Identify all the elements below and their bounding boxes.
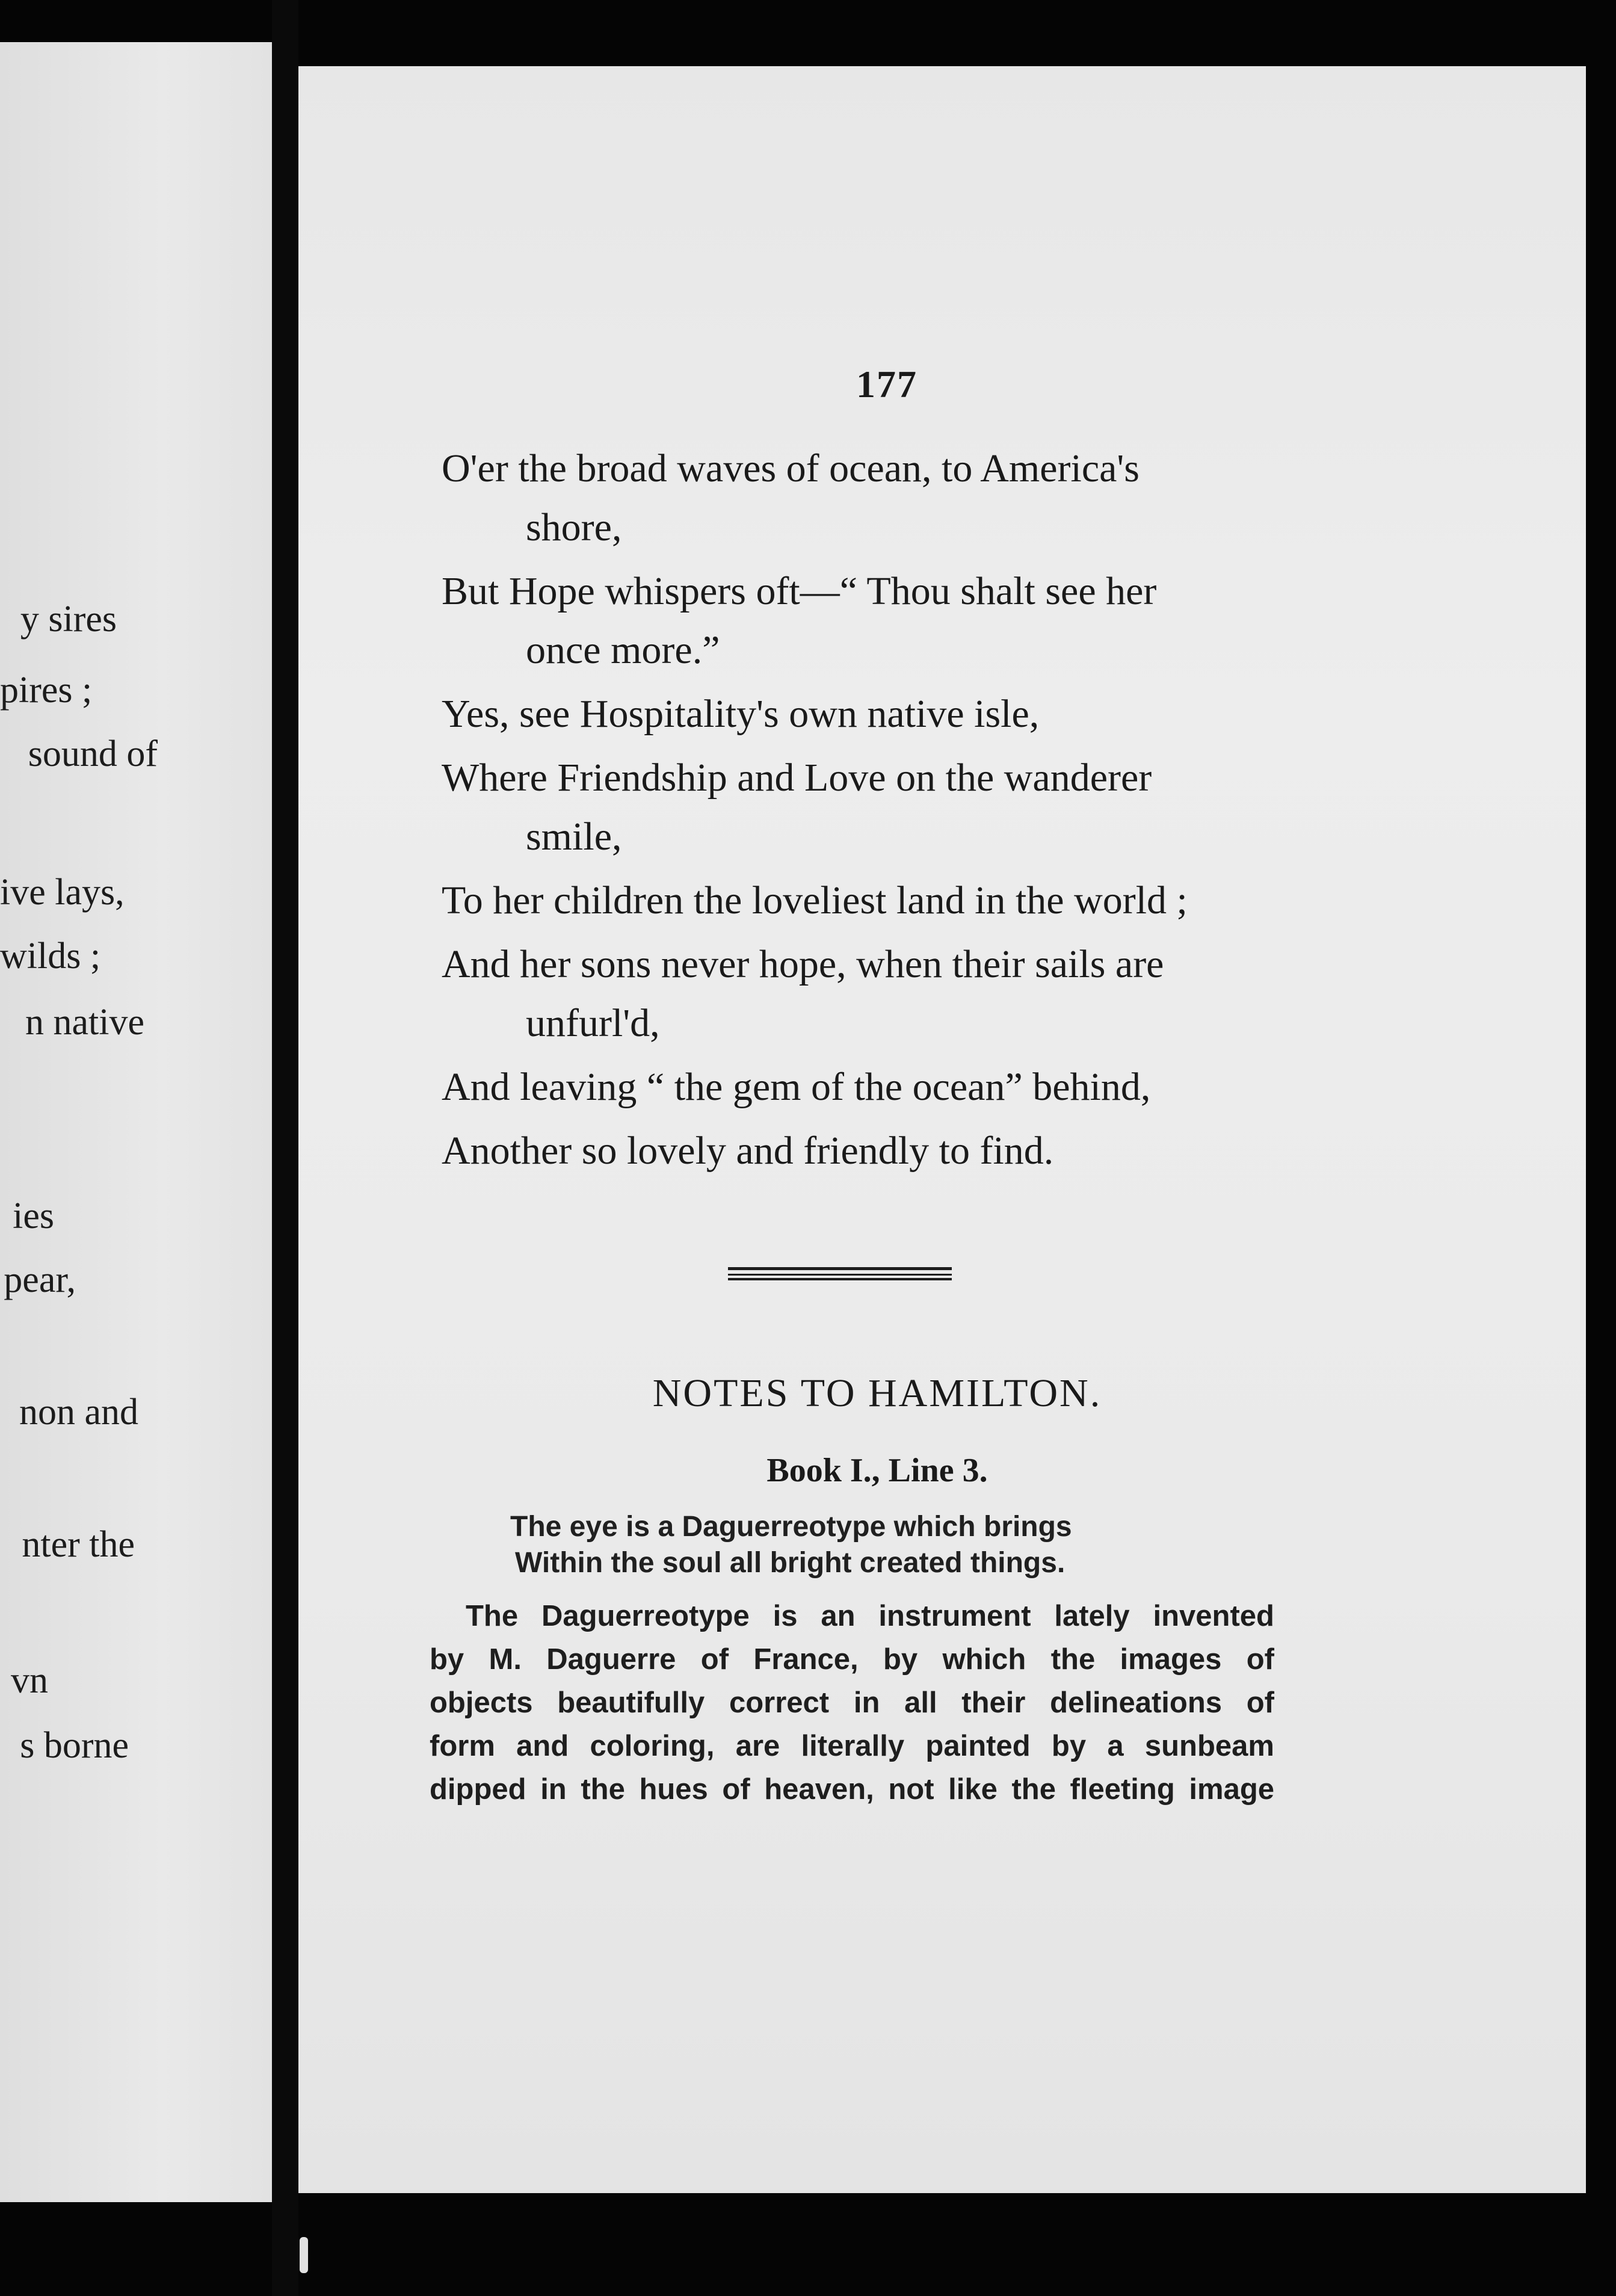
poem-line-continuation: unfurl'd, xyxy=(526,1001,660,1045)
quote-line: Within the soul all bright created things. xyxy=(515,1547,1066,1579)
book-gutter xyxy=(272,0,298,2296)
note-paragraph xyxy=(430,1594,1274,1811)
left-page-text: pear, xyxy=(4,1259,76,1300)
left-page-text: non and xyxy=(19,1392,138,1433)
note-line: by M. Daguerre of France, by which the images of xyxy=(430,1643,1274,1676)
note-line: The Daguerreotype is an instrument lately invented xyxy=(466,1600,1274,1632)
poem-line-text: Yes, see Hospitality's own native isle, xyxy=(442,692,1040,736)
poem-line xyxy=(442,1058,1597,1117)
scan-artifact xyxy=(300,2237,308,2273)
poem-line-continuation: once more.” xyxy=(526,628,720,672)
divider-rule xyxy=(728,1274,952,1276)
poem-line-continuation: shore, xyxy=(526,505,622,549)
divider-rule xyxy=(728,1278,952,1280)
quoted-verse xyxy=(510,1509,1292,1581)
left-page-text: vn xyxy=(11,1660,48,1701)
section-divider xyxy=(728,1267,952,1280)
quote-line: The eye is a Daguerreotype which brings xyxy=(510,1511,1072,1543)
book-page xyxy=(298,66,1586,2193)
left-page-text: ive lays, xyxy=(0,872,125,913)
left-page-text: sound of xyxy=(28,733,158,774)
notes-reference: Book I., Line 3. xyxy=(766,1452,988,1489)
poem-line xyxy=(442,935,1597,1053)
left-page-text: pires ; xyxy=(0,670,93,711)
poem-line-text: Another so lovely and friendly to find. xyxy=(442,1129,1054,1173)
poem-line-text: O'er the broad waves of ocean, to America's xyxy=(442,446,1140,490)
poem-line-text: And leaving “ the gem of the ocean” behind, xyxy=(442,1065,1151,1109)
poem-line xyxy=(442,562,1597,680)
poem-line-text: To her children the loveliest land in the world ; xyxy=(442,878,1188,922)
notes-heading: NOTES TO HAMILTON. xyxy=(652,1371,1102,1415)
poem-line-text: But Hope whispers oft—“ Thou shalt see her xyxy=(442,569,1157,613)
poem xyxy=(442,439,1597,1185)
left-page-text: nter the xyxy=(22,1524,135,1565)
poem-line xyxy=(442,685,1597,744)
poem-line-text: Where Friendship and Love on the wanderer xyxy=(442,756,1152,800)
poem-line xyxy=(442,439,1597,557)
note-line: dipped in the hues of heaven, not like the fleeting image xyxy=(430,1773,1274,1806)
poem-line xyxy=(442,748,1597,866)
left-page-text: y sires xyxy=(20,599,117,640)
left-page-text: s borne xyxy=(20,1725,129,1766)
left-page-text: n native xyxy=(25,1002,144,1043)
poem-line-continuation: smile, xyxy=(526,815,622,859)
left-page-text: wilds ; xyxy=(0,936,101,977)
page-number: 177 xyxy=(856,363,917,406)
left-page-text: ies xyxy=(13,1196,54,1236)
poem-line xyxy=(442,871,1597,930)
note-line: objects beautifully correct in all their delineations of xyxy=(430,1687,1274,1719)
poem-line xyxy=(442,1122,1597,1180)
divider-rule xyxy=(728,1267,952,1270)
previous-page-fragment xyxy=(0,42,272,2202)
poem-line-text: And her sons never hope, when their sails are xyxy=(442,942,1164,986)
note-line: form and coloring, are literally painted by a sunbeam xyxy=(430,1730,1274,1762)
